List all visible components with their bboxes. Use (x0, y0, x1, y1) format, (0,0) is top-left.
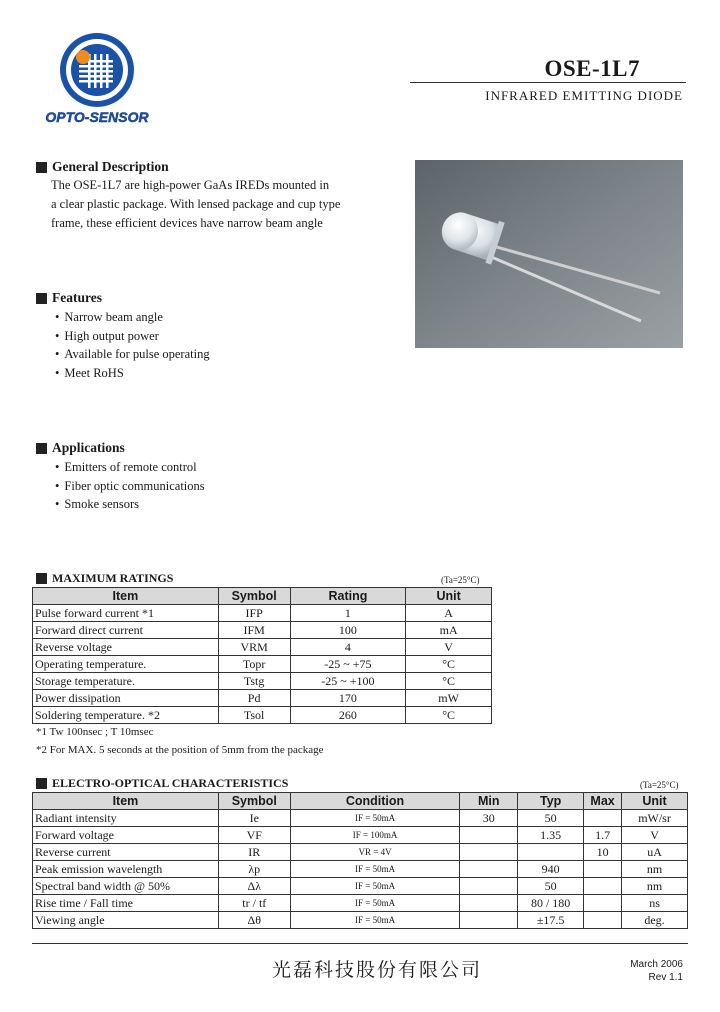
max-ratings-notes (36, 723, 323, 759)
table-row (33, 690, 492, 707)
table-cell: ±17.5 (518, 912, 584, 929)
general-description-heading (36, 159, 169, 175)
table-cell: Δλ (218, 878, 290, 895)
table-cell (460, 844, 518, 861)
list-item: • Emitters of remote control (55, 458, 205, 477)
table-cell: 50 (518, 878, 584, 895)
table-cell: Pd (218, 690, 290, 707)
general-description-title: General Description (52, 159, 169, 174)
table-cell: 4 (290, 639, 406, 656)
column-header: Min (460, 793, 518, 810)
eo-condition: (Ta=25°C) (640, 780, 679, 790)
table-cell: 940 (518, 861, 584, 878)
table-cell: 100 (290, 622, 406, 639)
table-row (33, 622, 492, 639)
list-item: • Meet RoHS (55, 364, 210, 383)
table-cell: Reverse voltage (33, 639, 219, 656)
table-cell: Storage temperature. (33, 673, 219, 690)
table-cell: Tsol (218, 707, 290, 724)
applications-heading (36, 440, 125, 456)
table-cell (460, 912, 518, 929)
column-header: Unit (622, 793, 688, 810)
table-cell: Δθ (218, 912, 290, 929)
table-cell: tr / tf (218, 895, 290, 912)
table-header-row (33, 588, 492, 605)
table-cell: IF = 50mA (290, 810, 460, 827)
table-row (33, 810, 688, 827)
column-header: Max (584, 793, 622, 810)
section-bullet-icon (36, 573, 47, 584)
table-cell: 1.7 (584, 827, 622, 844)
list-item: • Narrow beam angle (55, 308, 210, 327)
table-cell: Forward voltage (33, 827, 219, 844)
logo-text: OPTO-SENSOR (45, 109, 149, 125)
table-cell: V (406, 639, 492, 656)
revision-date: March 2006 (630, 959, 683, 970)
table-row (33, 912, 688, 929)
section-bullet-icon (36, 778, 47, 789)
table-cell: 50 (518, 810, 584, 827)
table-cell: °C (406, 656, 492, 673)
table-cell: Power dissipation (33, 690, 219, 707)
footer-divider (32, 943, 688, 944)
table-cell: -25 ~ +100 (290, 673, 406, 690)
column-header: Rating (290, 588, 406, 605)
table-cell: VF (218, 827, 290, 844)
table-cell: -25 ~ +75 (290, 656, 406, 673)
list-item: • Available for pulse operating (55, 345, 210, 364)
list-item: • High output power (55, 327, 210, 346)
eo-table (32, 792, 688, 929)
table-cell (460, 861, 518, 878)
table-cell: 1 (290, 605, 406, 622)
column-header: Symbol (218, 588, 290, 605)
product-subtitle: INFRARED EMITTING DIODE (485, 88, 683, 103)
table-cell: deg. (622, 912, 688, 929)
table-cell (584, 810, 622, 827)
table-cell: IF = 50mA (290, 912, 460, 929)
table-cell: Rise time / Fall time (33, 895, 219, 912)
applications-list (55, 458, 205, 514)
table-cell: nm (622, 861, 688, 878)
table-cell: VRM (218, 639, 290, 656)
table-cell: Viewing angle (33, 912, 219, 929)
features-heading (36, 290, 102, 306)
list-item: • Smoke sensors (55, 495, 205, 514)
features-list (55, 308, 210, 383)
led-product-photo (415, 160, 683, 348)
max-ratings-title: MAXIMUM RATINGS (52, 571, 174, 585)
table-cell: IF = 50mA (290, 861, 460, 878)
table-cell: λp (218, 861, 290, 878)
column-header: Typ (518, 793, 584, 810)
general-line: The OSE-1L7 are high-power GaAs IREDs mounted in (51, 178, 330, 192)
table-row (33, 673, 492, 690)
table-cell (584, 861, 622, 878)
table-cell: Topr (218, 656, 290, 673)
section-bullet-icon (36, 293, 47, 304)
eo-title: ELECTRO-OPTICAL CHARACTERISTICS (52, 776, 289, 790)
table-row (33, 656, 492, 673)
table-cell: Spectral band width @ 50% (33, 878, 219, 895)
table-row (33, 827, 688, 844)
general-description-text (51, 176, 340, 233)
table-cell: 260 (290, 707, 406, 724)
table-row (33, 861, 688, 878)
column-header: Condition (290, 793, 460, 810)
header-divider (410, 82, 686, 83)
table-cell: 1.35 (518, 827, 584, 844)
table-cell: °C (406, 673, 492, 690)
table-cell: IFM (218, 622, 290, 639)
table-cell: IF = 50mA (290, 895, 460, 912)
table-row (33, 639, 492, 656)
table-cell: Tstg (218, 673, 290, 690)
list-item: • Fiber optic communications (55, 477, 205, 496)
table-cell: nm (622, 878, 688, 895)
applications-title: Applications (52, 440, 125, 455)
table-cell: 10 (584, 844, 622, 861)
table-cell: 170 (290, 690, 406, 707)
table-cell (460, 827, 518, 844)
column-header: Unit (406, 588, 492, 605)
table-cell (460, 878, 518, 895)
max-ratings-heading (36, 571, 173, 586)
table-row (33, 605, 492, 622)
table-cell: Pulse forward current *1 (33, 605, 219, 622)
table-row (33, 878, 688, 895)
column-header: Item (33, 588, 219, 605)
revision-info (630, 958, 683, 984)
table-cell: Radiant intensity (33, 810, 219, 827)
table-cell: °C (406, 707, 492, 724)
footnote: *2 For MAX. 5 seconds at the position of 5mm from the package (36, 744, 324, 756)
revision-number: Rev 1.1 (648, 972, 683, 983)
table-row (33, 844, 688, 861)
table-cell: IFP (218, 605, 290, 622)
table-cell: IF = 100mA (290, 827, 460, 844)
column-header: Item (33, 793, 219, 810)
column-header: Symbol (218, 793, 290, 810)
opto-sensor-logo (33, 30, 161, 128)
section-bullet-icon (36, 443, 47, 454)
table-cell: V (622, 827, 688, 844)
table-cell: VR = 4V (290, 844, 460, 861)
table-header-row (33, 793, 688, 810)
table-cell: Peak emission wavelength (33, 861, 219, 878)
table-cell: uA (622, 844, 688, 861)
table-cell: mW (406, 690, 492, 707)
table-cell: IF = 50mA (290, 878, 460, 895)
table-cell (584, 912, 622, 929)
table-cell (584, 895, 622, 912)
table-row (33, 707, 492, 724)
table-cell: 80 / 180 (518, 895, 584, 912)
table-cell: Reverse current (33, 844, 219, 861)
table-cell: ns (622, 895, 688, 912)
table-cell: Operating temperature. (33, 656, 219, 673)
table-cell: A (406, 605, 492, 622)
table-cell: IR (218, 844, 290, 861)
table-cell (584, 878, 622, 895)
eo-heading (36, 776, 288, 791)
footnote: *1 Tw 100nsec ; T 10msec (36, 726, 154, 738)
company-name: 光磊科技股份有限公司 (272, 959, 483, 981)
table-cell (518, 844, 584, 861)
part-number: OSE-1L7 (544, 56, 640, 81)
max-ratings-condition: (Ta=25°C) (441, 575, 480, 585)
table-cell: mA (406, 622, 492, 639)
general-line: a clear plastic package. With lensed package and cup type (51, 197, 341, 211)
max-ratings-table (32, 587, 492, 724)
section-bullet-icon (36, 162, 47, 173)
table-cell: 30 (460, 810, 518, 827)
table-cell: mW/sr (622, 810, 688, 827)
table-cell: Ie (218, 810, 290, 827)
table-cell: Forward direct current (33, 622, 219, 639)
table-cell (460, 895, 518, 912)
general-line: frame, these efficient devices have narrow beam angle (51, 216, 323, 230)
features-title: Features (52, 290, 102, 305)
table-row (33, 895, 688, 912)
table-cell: Soldering temperature. *2 (33, 707, 219, 724)
